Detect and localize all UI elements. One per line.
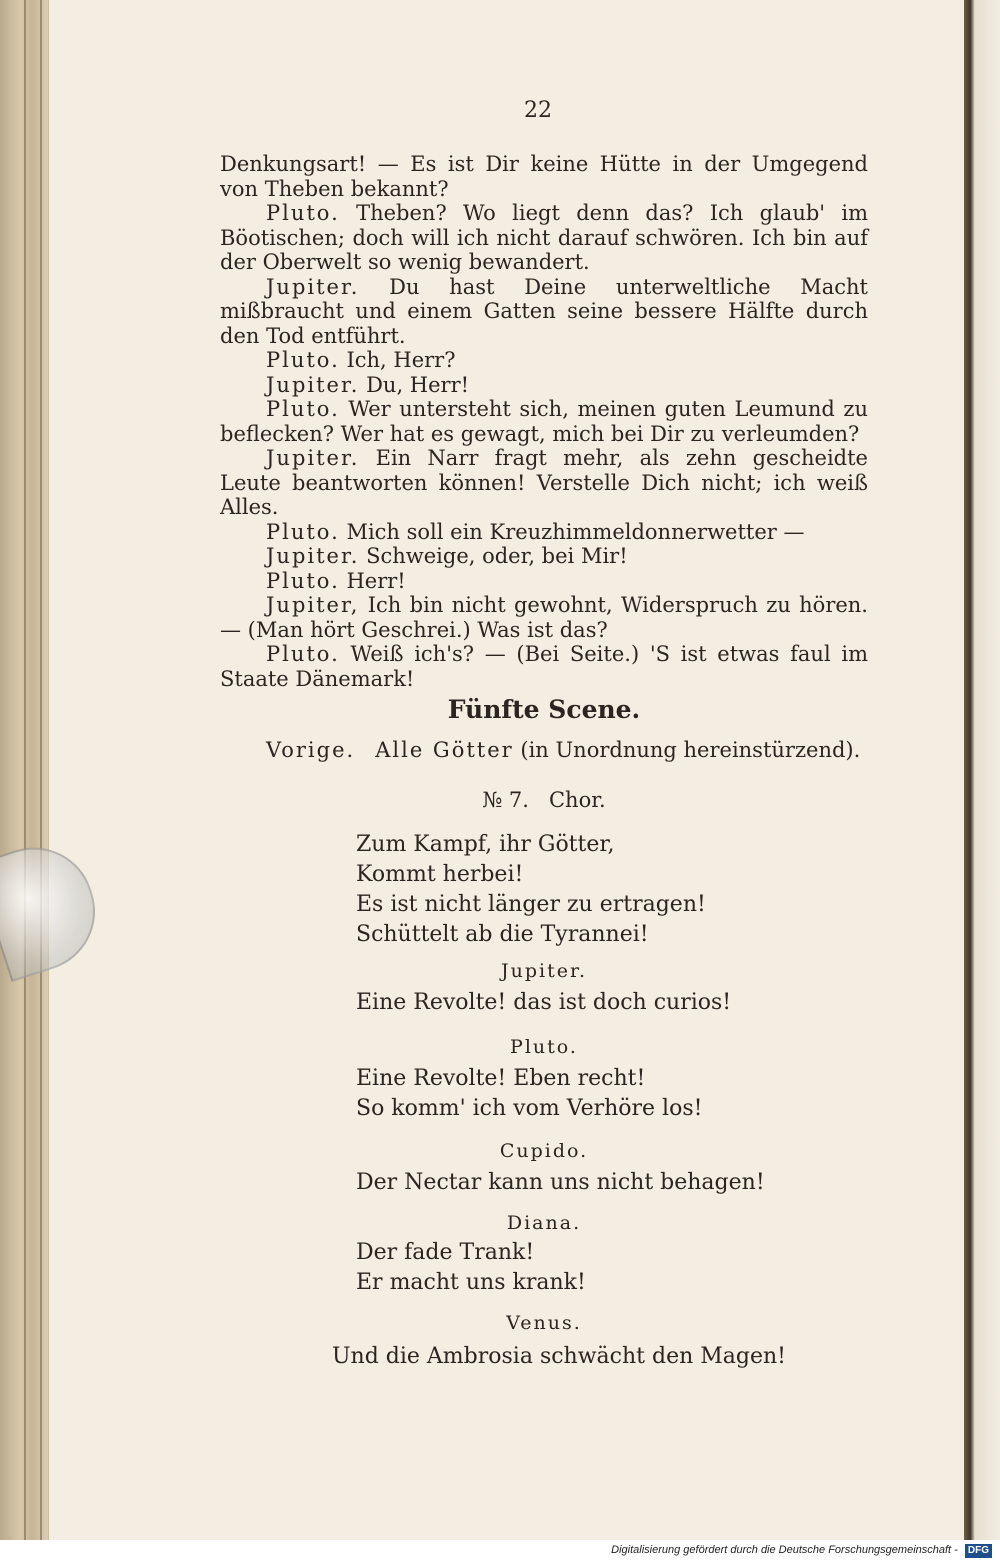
verse-line: So komm' ich vom Verhöre los! (356, 1096, 703, 1121)
speaker-name: Pluto. (266, 397, 340, 421)
paragraph-text: Mich soll ein Kreuzhimmeldonnerwetter — (346, 519, 805, 544)
speaker-name: Jupiter. (266, 372, 360, 397)
paragraph (220, 446, 868, 520)
singer-name: Pluto. (510, 1036, 578, 1058)
verse-line: Kommt herbei! (356, 862, 524, 887)
paragraph (220, 520, 868, 545)
pluto-verse (356, 1064, 702, 1124)
paragraph (220, 201, 868, 275)
singer-name: Cupido. (499, 1140, 589, 1162)
footer-text: Digitalisierung gefördert durch die Deutsche Forschungsgemeinschaft - (611, 1544, 958, 1556)
verse-line: Zum Kampf, ihr Götter, (356, 832, 615, 857)
verse-line: Er macht uns krank! (356, 1270, 586, 1295)
speaker-name: Jupiter. (266, 274, 360, 299)
paragraph-text: Theben? Wo liegt denn das? Ich glaub' im Böotischen; doch will ich nicht darauf schwören. Ich bin auf der Oberwelt so wenig bewandert. (220, 201, 868, 274)
digitization-footer (0, 1540, 1000, 1560)
verse-line: Schüttelt ab die Tyrannei! (356, 922, 649, 947)
speaker-name: Jupiter, (266, 593, 360, 617)
paragraph (220, 544, 868, 569)
musical-number-title: Chor. (548, 788, 606, 812)
dfg-logo: DFG (965, 1544, 992, 1558)
musical-number-label: № 7. (482, 788, 529, 812)
scene-persons-previous: Vorige. (266, 738, 356, 762)
scene-title: Fünfte Scene. (447, 695, 641, 724)
paragraph (220, 152, 868, 201)
paragraph-text: Du, Herr! (366, 372, 470, 397)
cupido-verse (356, 1168, 765, 1198)
verse-line: Und die Ambrosia schwächt den Magen! (332, 1344, 787, 1369)
paragraph (220, 348, 868, 373)
page-edge-line (40, 0, 42, 1540)
paragraph (220, 397, 868, 446)
verse-line: Eine Revolte! das ist doch curios! (356, 990, 732, 1015)
verse-line: Eine Revolte! Eben recht! (356, 1066, 646, 1091)
verse-line: Es ist nicht länger zu ertragen! (356, 892, 706, 917)
scene-persons (266, 738, 868, 762)
speaker-name: Jupiter. (266, 446, 360, 470)
book-edge-right (964, 0, 1000, 1540)
speaker-name: Pluto. (266, 201, 340, 225)
verse-line: Der fade Trank! (356, 1240, 535, 1265)
singer-name: Jupiter. (500, 960, 587, 982)
paragraph (220, 642, 868, 691)
paragraph-text: Wer untersteht sich, meinen guten Leumund zu beflecken? Wer hat es gewagt, mich bei Dir zu verleumden? (220, 397, 868, 446)
dialogue-text (220, 152, 868, 691)
scene-persons-gods: Alle Götter (375, 738, 514, 762)
paragraph-text: Ich bin nicht gewohnt, Widerspruch zu hören. — (Man hört Geschrei.) Was ist das? (220, 593, 868, 642)
paragraph-text: Schweige, oder, bei Mir! (366, 544, 628, 568)
paragraph (220, 275, 868, 349)
page-edge-line (24, 0, 26, 1540)
paragraph-text: Herr! (346, 568, 406, 593)
venus-verse (332, 1342, 786, 1372)
paragraph-text: Denkungsart! — Es ist Dir keine Hütte in der Umgegend von Theben bekannt? (220, 152, 868, 201)
singer-name: Diana. (506, 1212, 582, 1234)
singer-name: Venus. (506, 1312, 582, 1334)
musical-number-heading (220, 788, 868, 812)
paragraph-text: Du hast Deine unterweltliche Macht mißbraucht und einem Gatten seine bessere Hälfte durch den Tod entführt. (220, 274, 868, 348)
speaker-name: Jupiter. (266, 544, 360, 568)
speaker-name: Pluto. (266, 642, 340, 666)
diana-verse (356, 1238, 586, 1298)
paragraph (220, 569, 868, 594)
stage-direction: (in Unordnung hereinstürzend). (520, 738, 861, 762)
speaker-name: Pluto. (266, 519, 340, 544)
paragraph-text: Ein Narr fragt mehr, als zehn gescheidte Leute beantworten können! Verstelle Dich nicht; ich weiß Alles. (220, 446, 868, 519)
chorus-verse (356, 830, 706, 950)
verse-line: Der Nectar kann uns nicht behagen! (356, 1170, 765, 1195)
speaker-name: Pluto. (266, 348, 340, 372)
paragraph (220, 593, 868, 642)
paragraph (220, 373, 868, 398)
page-number: 22 (524, 98, 552, 123)
speaker-name: Pluto. (266, 568, 340, 593)
jupiter-verse (356, 988, 731, 1018)
paragraph-text: Ich, Herr? (346, 348, 456, 372)
paragraph-text: Weiß ich's? — (Bei Seite.) 'S ist etwas faul im Staate Dänemark! (220, 642, 868, 691)
